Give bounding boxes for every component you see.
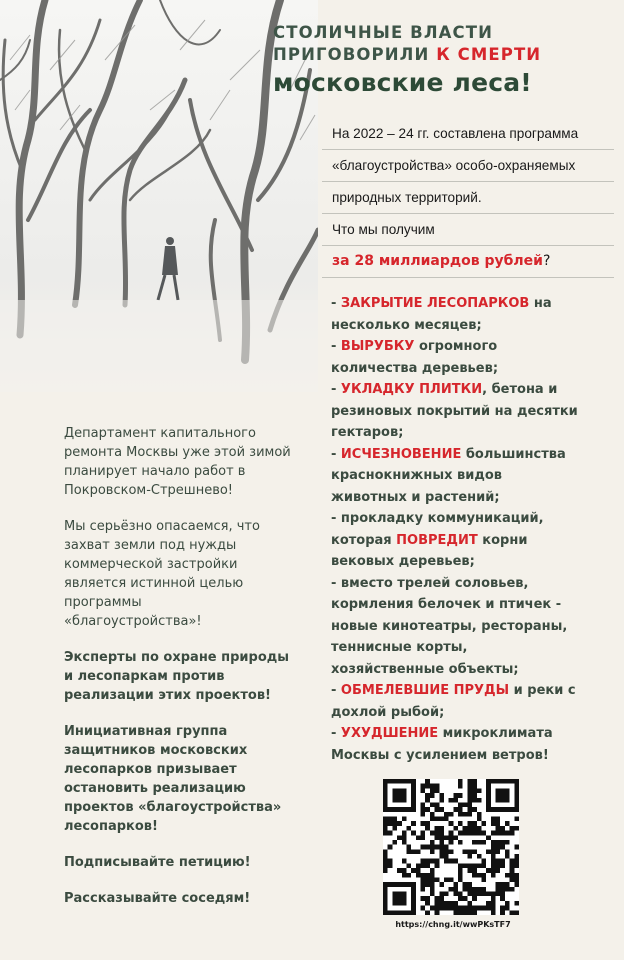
qr-code-pattern <box>383 779 519 915</box>
program-line: Что мы получим <box>322 214 614 246</box>
paragraph-line: ремонта Москвы уже этой зимой <box>64 445 291 460</box>
paragraph-initiative-group <box>64 722 304 836</box>
headline-moscow-forests: московские леса! <box>273 68 532 97</box>
consequence-line <box>331 358 616 380</box>
paragraph-line: коммерческой застройки <box>64 557 238 572</box>
headline-line-2 <box>273 44 613 66</box>
consequence-text: краснокнижных видов <box>331 468 503 483</box>
consequence-line <box>331 680 616 702</box>
consequence-line <box>331 422 616 444</box>
headline-line-1: СТОЛИЧНЫЕ ВЛАСТИ <box>273 23 493 42</box>
paragraph-line: Мы серьёзно опасаемся, что <box>64 519 260 534</box>
program-cost-red: за 28 миллиардов рублей <box>332 253 543 269</box>
consequence-text: и реки с <box>509 683 576 698</box>
consequence-line <box>331 551 616 573</box>
consequence-text: - прокладку коммуникаций, <box>331 511 544 526</box>
program-block <box>322 118 614 278</box>
consequence-text: - <box>331 446 341 462</box>
consequence-line <box>331 401 616 423</box>
consequence-text: - <box>331 296 341 311</box>
consequence-text: теннисные корты, <box>331 640 468 655</box>
consequence-text: гектаров; <box>331 425 404 440</box>
program-cost <box>322 246 614 278</box>
consequence-line <box>331 745 616 767</box>
consequence-highlight: ПОВРЕДИТ <box>396 532 478 548</box>
consequence-text: вековых деревьев; <box>331 554 475 569</box>
consequence-text: животных и растений; <box>331 489 500 505</box>
qr-finder-square <box>383 779 416 812</box>
paragraph-line: лесопарков призывает <box>64 762 237 777</box>
paragraph-department <box>64 424 304 500</box>
consequence-line <box>331 723 616 745</box>
winter-forest-photo <box>0 0 318 392</box>
consequence-line <box>331 293 616 315</box>
consequence-line <box>331 659 616 681</box>
consequence-text: резиновых покрытий на десятки <box>331 403 578 419</box>
consequence-text: новые кинотеатры, рестораны, <box>331 618 568 634</box>
paragraph-line: является истинной целью <box>64 576 244 591</box>
consequence-line <box>331 379 616 401</box>
consequence-line <box>331 336 616 358</box>
consequence-text: - <box>331 726 341 741</box>
paragraph-line: Рассказывайте соседям! <box>64 891 251 906</box>
paragraph-line: Покровском-Стрешнево! <box>64 483 234 498</box>
consequence-text: хозяйственные объекты; <box>331 661 519 677</box>
consequence-line <box>331 465 616 487</box>
petition-link[interactable]: https://chng.it/wwPKsTF7 <box>395 920 511 929</box>
program-line: «благоустройства» особо-охраняемых <box>322 150 614 182</box>
consequence-text: огромного <box>414 339 498 354</box>
paragraph-line: Подписывайте петицию! <box>64 855 251 870</box>
paragraph-concern <box>64 517 304 631</box>
paragraph-line: Эксперты по охране природы <box>64 650 290 665</box>
consequence-line <box>331 702 616 724</box>
consequence-highlight: ИСЧЕЗНОВЕНИЕ <box>340 446 462 462</box>
consequence-text: - <box>331 339 341 354</box>
consequence-highlight: УХУДШЕНИЕ <box>340 726 439 741</box>
consequence-highlight: ОБМЕЛЕВШИЕ ПРУДЫ <box>340 683 510 698</box>
consequence-line <box>331 508 616 530</box>
paragraph-line: реализации этих проектов! <box>64 688 271 703</box>
consequence-text: корни <box>477 532 528 548</box>
consequence-text: дохлой рыбой; <box>331 704 445 720</box>
consequence-line <box>331 616 616 638</box>
paragraph-line: программы <box>64 595 142 610</box>
headline-line-2-prefix: ПРИГОВОРИЛИ <box>273 45 437 64</box>
paragraph-line: защитников московских <box>64 743 248 758</box>
paragraph-line: лесопарков! <box>64 819 158 834</box>
consequence-highlight: ВЫРУБКУ <box>340 339 415 354</box>
qr-finder-square <box>383 882 416 915</box>
consequence-line <box>331 594 616 616</box>
program-line: На 2022 – 24 гг. составлена программа <box>322 118 614 150</box>
left-text-column <box>64 424 304 925</box>
paragraph-line: планирует начало работ в <box>64 464 246 479</box>
consequence-text: Москвы с усилением ветров! <box>331 747 549 763</box>
consequence-text: - <box>331 382 341 397</box>
paragraph-line: и лесопаркам против <box>64 669 225 684</box>
consequence-text: большинства <box>461 446 566 462</box>
consequence-text: которая <box>331 532 397 548</box>
consequence-text: на <box>529 296 552 311</box>
consequence-highlight: ЗАКРЫТИЕ ЛЕСОПАРКОВ <box>340 296 530 311</box>
consequence-line <box>331 444 616 466</box>
consequence-text: - вместо трелей соловьев, <box>331 575 529 591</box>
qr-finder-square <box>486 779 519 812</box>
paragraph-tell-neighbors <box>64 889 304 908</box>
consequence-text: количества деревьев; <box>331 360 499 376</box>
headline-death-red: К СМЕРТИ <box>436 45 542 64</box>
program-line: природных территорий. <box>322 182 614 214</box>
consequence-highlight: УКЛАДКУ ПЛИТКИ <box>340 382 483 397</box>
paragraph-line: проектов «благоустройства» <box>64 800 282 815</box>
consequence-text: - <box>331 683 341 698</box>
paragraph-line: остановить реализацию <box>64 781 246 796</box>
program-cost-question: ? <box>543 253 551 269</box>
winter-trees-illustration <box>0 0 318 392</box>
headline <box>273 22 613 98</box>
consequence-text: несколько месяцев; <box>331 317 482 333</box>
consequences-list <box>331 293 616 766</box>
qr-code[interactable] <box>383 779 519 915</box>
consequence-text: кормления белочек и птичек - <box>331 597 562 612</box>
paragraph-experts <box>64 648 304 705</box>
paragraph-line: захват земли под нужды <box>64 538 237 553</box>
paragraph-line: Департамент капитального <box>64 426 256 441</box>
paragraph-line: Инициативная группа <box>64 724 228 739</box>
consequence-line <box>331 530 616 552</box>
consequence-line <box>331 315 616 337</box>
consequence-line <box>331 637 616 659</box>
consequence-text: микроклимата <box>438 726 553 741</box>
paragraph-sign-petition <box>64 853 304 872</box>
consequence-text: , бетона и <box>482 382 558 397</box>
consequence-line <box>331 487 616 509</box>
paragraph-line: «благоустройства»! <box>64 614 202 629</box>
consequence-line <box>331 573 616 595</box>
